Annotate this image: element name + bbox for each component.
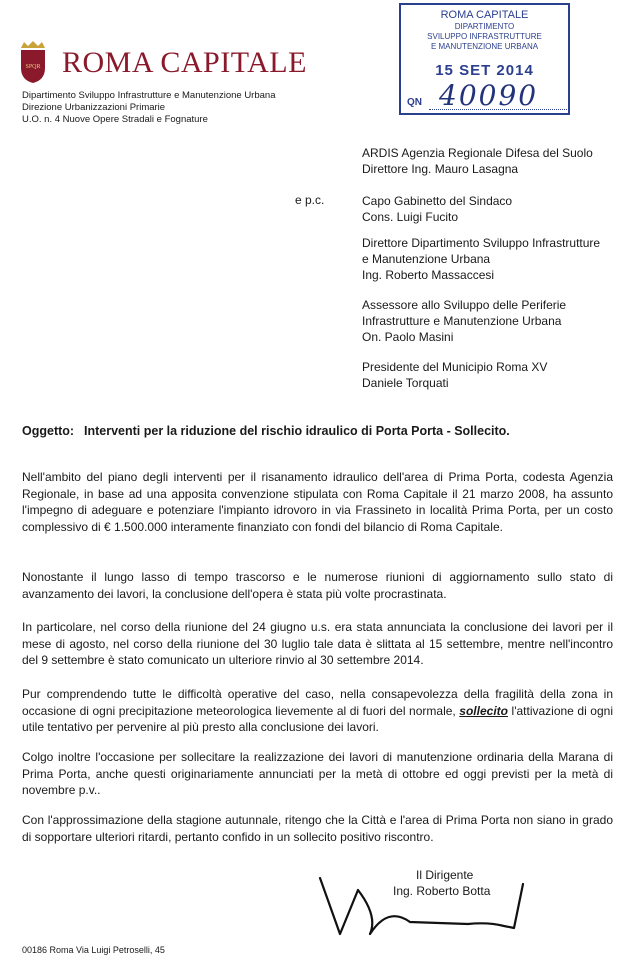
body-paragraph-4: Pur comprendendo tutte le difficoltà operative del caso, nella consapevolezza della fragilità della zona in occasione di ogni precipitazione meteorologica lievemente al di fuori del normale, sollecito l'attivazione di ogni utile tentativo per pervenire al più presto alla conclusione dei lavori. <box>22 687 613 735</box>
stamp-protocol-number: 40090 <box>439 79 539 112</box>
direction-line: Direzione Urbanizzazioni Primarie <box>22 102 166 113</box>
stamp-date: 15 SET 2014 <box>435 62 534 79</box>
signatory-role: Il Dirigente <box>416 868 474 882</box>
recipient-cc-2: Direttore Dipartimento Sviluppo Infrastrutture e Manutenzione Urbana Ing. Roberto Massaccesi <box>362 236 601 282</box>
body-paragraph-5: Colgo inoltre l'occasione per sollecitare la realizzazione dei lavori di manutenzione ordinaria della Marana di Prima Porta, anche questi originariamente annunciati per la metà di ottobre ed oggi previsti per la metà di novembre p.v.. <box>22 750 613 798</box>
svg-text:SPQR: SPQR <box>25 64 41 70</box>
stamp-dotted-line <box>429 109 567 110</box>
recipient-cc-4: Presidente del Municipio Roma XV Daniele Torquati <box>362 360 548 390</box>
subject-text: Interventi per la riduzione del rischio idraulico di Porta Porta - Sollecito. <box>84 424 510 438</box>
brand-title: ROMA CAPITALE <box>62 46 307 79</box>
recipient-cc-3: Assessore allo Sviluppo delle Periferie Infrastrutture e Manutenzione Urbana On. Paolo Masini <box>362 298 567 344</box>
subject-label: Oggetto: <box>22 424 75 438</box>
subject-line <box>22 424 510 438</box>
department-line: Dipartimento Sviluppo Infrastrutture e Manutenzione Urbana <box>22 90 276 101</box>
cc-label: e p.c. <box>295 193 325 207</box>
recipient-primary: ARDIS Agenzia Regionale Difesa del Suolo Direttore Ing. Mauro Lasagna <box>362 146 593 176</box>
signatory-name: Ing. Roberto Botta <box>393 884 491 898</box>
footer-address: 00186 Roma Via Luigi Petroselli, 45 <box>22 945 165 955</box>
handwritten-signature-icon <box>318 876 533 938</box>
body-paragraph-2: Nonostante il lungo lasso di tempo trascorso e le numerose riunioni di aggiornamento sullo stato di avanzamento dei lavori, la conclusione dell'opera è stata più volte procrastinata. <box>22 570 613 601</box>
stamp-department: DIPARTIMENTO SVILUPPO INFRASTRUTTURE E MANUTENZIONE URBANA <box>427 22 542 51</box>
unit-line: U.O. n. 4 Nuove Opere Stradali e Fognature <box>22 114 208 125</box>
body-paragraph-1: Nell'ambito del piano degli interventi per il risanamento idraulico dell'area di Prima Porta, codesta Agenzia Regionale, in base ad una apposita convenzione stipulata con Roma Capitale il 21 marzo 2008, ha assunto l'impegno di adeguare e potenziare l'impianto idrovoro in via Frassineto in località Prima Porta, per un costo complessivo di € 1.500.000 interamente finanziato con fondi del bilancio di Roma Capitale. <box>22 470 613 534</box>
stamp-qn-label: QN <box>407 97 422 108</box>
body-paragraph-3: In particolare, nel corso della riunione del 24 giugno u.s. era stata annunciata la conclusione dei lavori per il mese di agosto, nel corso della riunione del 30 luglio tale data è slittata al 15 settembre, mentre nell'incontro del 9 settembre è stato comunicato un ulteriore rinvio al 30 settembre 2014. <box>22 620 613 668</box>
body-paragraph-6: Con l'approssimazione della stagione autunnale, ritengo che la Città e l'area di Prima Porta non siano in grado di sopportare ulteriori ritardi, pertanto confido in un sollecito positivo riscontro. <box>22 813 613 844</box>
stamp-org: ROMA CAPITALE <box>440 9 529 21</box>
recipient-cc-1: Capo Gabinetto del Sindaco Cons. Luigi Fucito <box>362 194 513 224</box>
protocol-stamp <box>399 3 570 115</box>
roma-crest-logo-icon <box>18 40 48 84</box>
emphasis-sollecito: sollecito <box>459 703 508 718</box>
